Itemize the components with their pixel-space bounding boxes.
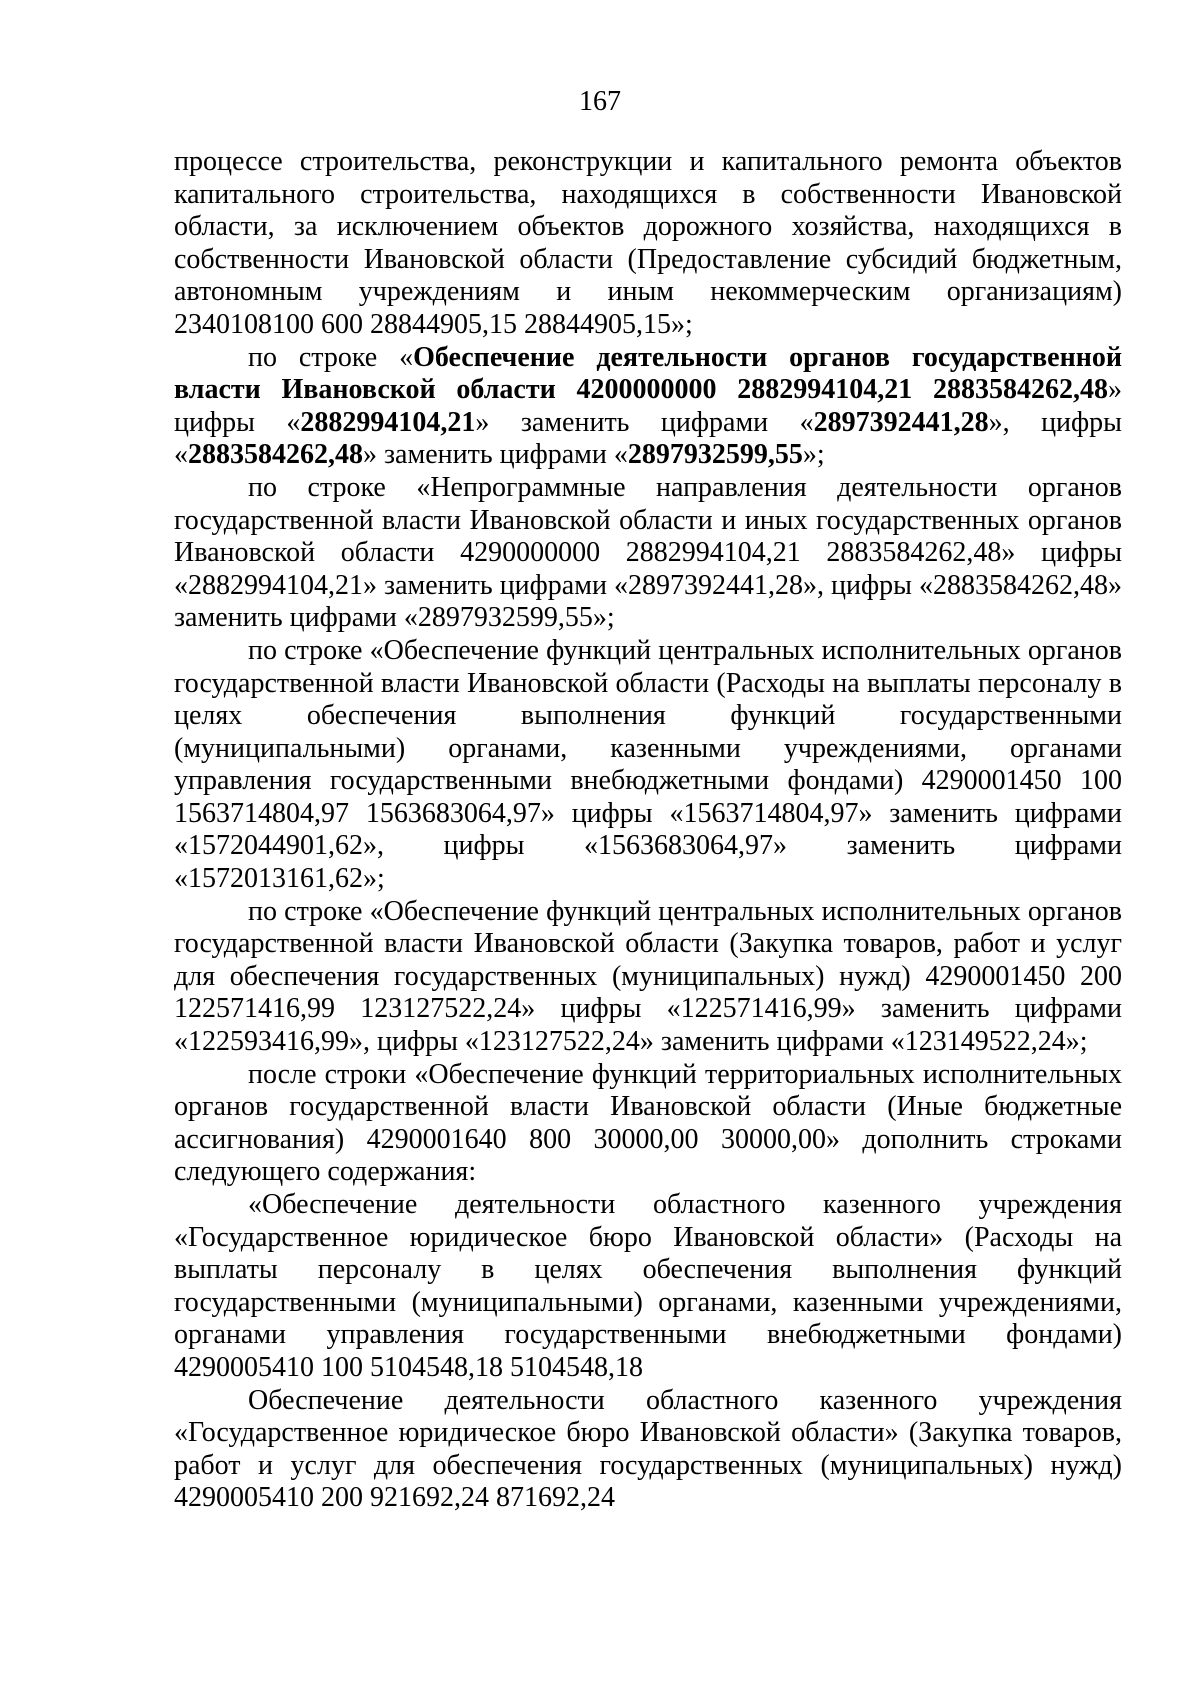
text-run: », цифры « [174,406,1122,471]
bold-run: 2883584262,48 [188,439,363,471]
paragraph-amendment-personnel-expenses: по строке «Обеспечение функций центральных исполнительных органов государственной власти Ивановской области (Расходы на выплаты персоналу в целях обеспечения выполнения функций государственными (муниципальными) органами, казенными учреждениями, органами управления государственными внебюджетными фондами) 4290001450 100 1563714804,97 1563683064,97» цифры «1563714804,97» заменить цифрами «1572044901,62», цифры «1563683064,97» заменить цифрами «1572013161,62»; [174,634,1122,895]
paragraph-insert-after: после строки «Обеспечение функций территориальных исполнительных органов государственной власти Ивановской области (Иные бюджетные ассигнования) 4290001640 800 30000,00 30000,00» дополнить строками следующего содержания: [174,1058,1122,1188]
text-run: »; [802,439,825,471]
paragraph-amendment-non-program: по строке «Непрограммные направления деятельности органов государственной власти Ивановской области и иных государственных органов Ивановской области 4290000000 2882994104,21 2883584262,48» цифры «2882994104,21» заменить цифрами «2897392441,28», цифры «2883584262,48» заменить цифрами «2897932599,55»; [174,471,1122,634]
paragraph-new-line-personnel: «Обеспечение деятельности областного казенного учреждения «Государственное юридическое бюро Ивановской области» (Расходы на выплаты персоналу в целях обеспечения выполнения функций государственными (муниципальными) органами, казенными учреждениями, органами управления государственными внебюджетными фондами) 4290005410 100 5104548,18 5104548,18 [174,1189,1122,1383]
bold-run: 2882994104,21 [300,406,476,438]
paragraph-amendment-procurement: по строке «Обеспечение функций центральных исполнительных органов государственной власти Ивановской области (Закупка товаров, работ и услуг для обеспечения государственных (муниципальных) нужд) 4290001450 200 122571416,99 123127522,24» цифры «122571416,99» заменить цифрами «122593416,99», цифры «123127522,24» заменить цифрами «123149522,24»; [174,895,1122,1058]
paragraph-amendment-state-authorities [174,342,1122,472]
text-run: » заменить цифрами « [475,406,814,438]
text-run: по строке « [248,341,414,373]
bold-run: 2897392441,28 [813,406,989,438]
text-run: » цифры « [174,374,1122,438]
paragraph-new-line-procurement: Обеспечение деятельности областного казенного учреждения «Государственное юридическое бюро Ивановской области» (Закупка товаров, работ и услуг для обеспечения государственных (муниципальных) нужд) 4290005410 200 921692,24 871692,24 [174,1384,1122,1514]
bold-run: Обеспечение деятельности органов государственной власти Ивановской области 4200000000 2882994104,21 2883584262,48 [174,341,1122,406]
page-number: 167 [579,86,621,117]
document-body [174,146,1122,1515]
bold-run: 2897932599,55 [627,439,803,471]
paragraph-continuation: процессе строительства, реконструкции и капитального ремонта объектов капитального строительства, находящихся в собственности Ивановской области, за исключением объектов дорожного хозяйства, находящихся в собственности Ивановской области (Предоставление субсидий бюджетным, автономным учреждениям и иным некоммерческим организациям) 2340108100 600 28844905,15 28844905,15»; [174,146,1122,340]
text-run: » заменить цифрами « [363,439,628,471]
